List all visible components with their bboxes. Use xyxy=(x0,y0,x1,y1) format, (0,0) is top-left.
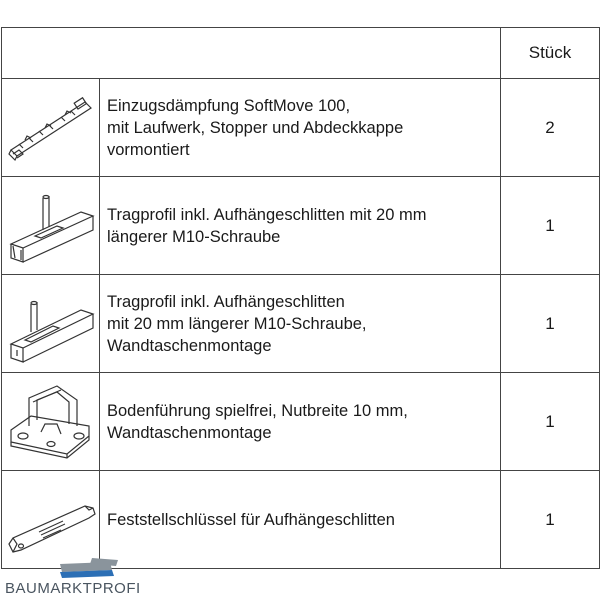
item-description xyxy=(100,373,501,471)
item-quantity: 1 xyxy=(501,177,600,275)
header-description-cell xyxy=(2,28,501,79)
item-description-line: Einzugsdämpfung SoftMove 100, xyxy=(107,96,351,115)
item-description-line: Feststellschlüssel für Aufhängeschlitten xyxy=(107,510,395,529)
floor-guide-icon xyxy=(5,380,97,464)
logo-text: BAUMARKTPROFI xyxy=(5,580,141,597)
table-row xyxy=(2,79,600,177)
wall-pocket-profile-icon xyxy=(5,284,97,364)
table-row xyxy=(2,177,600,275)
item-description-line: Tragprofil inkl. Aufhängeschlitten xyxy=(107,292,345,311)
table-row xyxy=(2,275,600,373)
item-image-cell xyxy=(2,373,100,471)
item-description-line: längerer M10-Schraube xyxy=(107,227,281,246)
header-quantity-cell: Stück xyxy=(501,28,600,79)
locking-key-icon xyxy=(5,480,97,560)
item-description-line: vormontiert xyxy=(107,140,190,159)
item-description-line: Tragprofil inkl. Aufhängeschlitten mit 20 mm xyxy=(107,205,427,224)
softmove-damper-icon xyxy=(5,88,97,168)
item-description-line: Wandtaschenmontage xyxy=(107,423,272,442)
item-description-line: mit 20 mm längerer M10-Schraube, xyxy=(107,314,367,333)
item-quantity: 2 xyxy=(501,79,600,177)
item-image-cell xyxy=(2,177,100,275)
parts-table xyxy=(1,27,600,569)
table-header-row xyxy=(2,28,600,79)
item-quantity: 1 xyxy=(501,471,600,569)
item-image-cell xyxy=(2,79,100,177)
item-description xyxy=(100,79,501,177)
item-description-line: mit Laufwerk, Stopper und Abdeckkappe xyxy=(107,118,404,137)
item-image-cell xyxy=(2,275,100,373)
item-quantity: 1 xyxy=(501,275,600,373)
item-description-line: Wandtaschenmontage xyxy=(107,336,272,355)
item-description xyxy=(100,275,501,373)
support-profile-icon xyxy=(5,186,97,266)
item-description xyxy=(100,177,501,275)
item-description-line: Bodenführung spielfrei, Nutbreite 10 mm, xyxy=(107,401,408,420)
table-row xyxy=(2,373,600,471)
item-quantity: 1 xyxy=(501,373,600,471)
